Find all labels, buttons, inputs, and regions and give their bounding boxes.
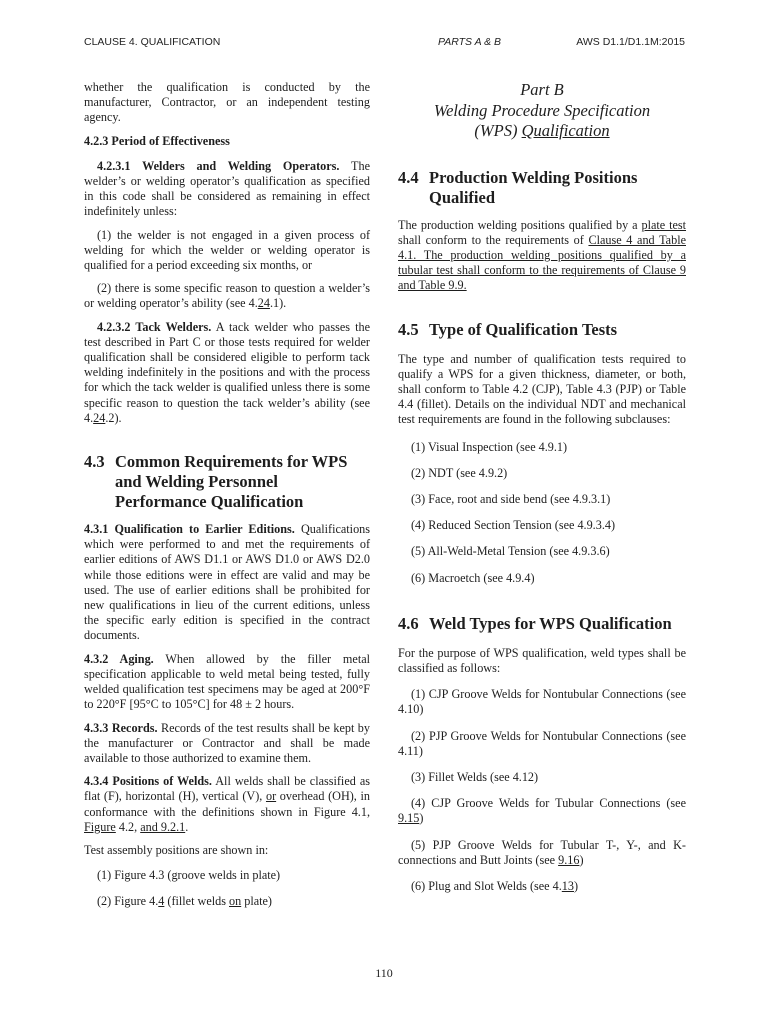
heading-4-6-number: 4.6 — [398, 613, 419, 633]
section-4-3-1 — [84, 522, 370, 644]
part-b-qualification: Qualification — [521, 121, 610, 140]
weld-type-4-end: ) — [419, 811, 424, 826]
section-4-4-body — [398, 218, 686, 294]
section-4-5-body: The type and number of qualification tests required to qualify a WPS for a given thickness, diameter, or both, shall conform to Table 4.2 (CJP), Table 4.3 (PJP) or Table 4.4 (fillet). Details on the individual NDT and mechanical test requirements are found in the following subclauses: — [398, 351, 686, 427]
section-4-2-3-1-body: The welder’s or welding operator’s qualification as specified in this code shall be considered as remaining in effect indefinitely unless: — [84, 158, 370, 219]
figure-item-2-c: plate) — [241, 894, 272, 909]
figure-item-2-on: on — [229, 894, 242, 909]
weld-type-3: (3) Fillet Welds (see 4.12) — [411, 769, 539, 784]
section-4-3-4-figure: , Figure — [84, 804, 370, 834]
figure-item-2-a: (2) Figure 4. — [97, 894, 159, 909]
section-4-4-plate-test: plate test — [641, 217, 687, 232]
left-column — [84, 80, 370, 921]
heading-4-3 — [84, 452, 370, 512]
section-4-2-3-1-title: 4.2.3.1 Welders and Welding Operators. — [97, 158, 340, 173]
weld-type-4-ref: 9.15 — [398, 811, 420, 826]
intro-paragraph: whether the qualification is conducted by the manufacturer, Contractor, or an independent testing agency. — [84, 80, 370, 125]
section-4-4-a: The production welding positions qualified by a — [398, 217, 642, 232]
heading-4-4 — [398, 168, 686, 208]
section-4-3-1-title: 4.3.1 Qualification to Earlier Editions. — [84, 522, 295, 537]
weld-type-6 — [398, 879, 686, 894]
condition-item-2-end: .1). — [269, 296, 287, 311]
section-4-3-4-body-c: 4.2, — [115, 819, 141, 834]
section-4-2-3-2-title: 4.2.3.2 Tack Welders. — [97, 319, 212, 334]
condition-item-1: (1) the welder is not engaged in a given process of welding for which the welder or welding operator is qualified for a period exceeding six months, or — [84, 227, 370, 273]
section-4-3-1-body: Qualifications which were performed to and met the requirements of earlier editions of AWS D1.1 or AWS D1.0 or AWS D2.0 while those editions were in effect are valid and may be used. The use of earlier editions shall be prohibited for new qualifications in lieu of the current editions, unless the specific early edition is specified in the contract documents. — [84, 522, 370, 643]
section-4-3-3-title: 4.3.3 Records. — [84, 720, 158, 735]
heading-4-5-number: 4.5 — [398, 319, 419, 339]
section-4-2-3-1 — [84, 159, 370, 220]
section-4-4-clause-ref: Clause 4 and Table 4.1. The production welding positions qualified by a tubular test shall conform to the requirements of Clause 9 and Table 9.9. — [398, 232, 686, 293]
header-standard: AWS D1.1/D1.1M:2015 — [576, 36, 685, 48]
list-item: (1) Visual Inspection (see 4.9.1) — [411, 439, 568, 454]
section-4-3-4-body-a: All welds shall be classified as flat (F), horizontal (H), vertical (V), — [84, 774, 370, 804]
heading-4-4-number: 4.4 — [398, 167, 419, 187]
list-item: (4) Reduced Section Tension (see 4.9.3.4) — [411, 518, 616, 533]
weld-type-5-text: (5) PJP Groove Welds for Tubular T-, Y-, and K-connections and Butt Joints (see — [398, 837, 686, 867]
header-clause: CLAUSE 4. QUALIFICATION — [84, 36, 221, 48]
heading-4-6 — [398, 614, 686, 634]
page-header — [84, 36, 685, 50]
section-4-3-3-body: Records of the test results shall be kept by the manufacturer or Contractor and shall be made available to those authorized to examine them. — [84, 720, 370, 765]
section-4-2-3-2 — [84, 320, 370, 426]
list-item: (5) All-Weld-Metal Tension (see 4.9.3.6) — [411, 544, 610, 559]
heading-4-3-number: 4.3 — [84, 452, 105, 472]
weld-type-1: (1) CJP Groove Welds for Nontubular Connections (see 4.10) — [398, 687, 686, 717]
list-item: (3) Face, root and side bend (see 4.9.3.1) — [411, 491, 611, 506]
part-b-title — [398, 80, 686, 142]
section-4-3-4-body-b: overhead (OH), in conformance with the definitions shown in Figure 4.1 — [84, 789, 370, 819]
section-4-3-2 — [84, 652, 370, 713]
section-4-2-3-2-body: A tack welder who passes the test described in Part C or those tests required for welder qualification shall be considered eligible to perform tack welding indefinitely in the positions and with the process for which the tack welder is qualified unless there is some specific reason to question the tack welder’s ability (see 4. — [84, 319, 370, 425]
section-4-3-4-or: or — [265, 789, 277, 804]
weld-type-5-ref: 9.16 — [558, 852, 580, 867]
part-b-wps: (WPS) — [474, 121, 522, 140]
part-b-subtitle-2 — [398, 121, 686, 142]
weld-type-5-end: ) — [579, 852, 584, 867]
section-4-3-2-title: 4.3.2 Aging. — [84, 651, 154, 666]
condition-item-2-ref: 24 — [257, 296, 270, 311]
figure-item-2-ref: 4 — [158, 894, 165, 909]
page-number: 110 — [375, 966, 393, 980]
list-item: (6) Macroetch (see 4.9.4) — [411, 570, 535, 585]
section-4-3-4-end: . — [185, 819, 189, 834]
condition-item-2 — [84, 281, 370, 311]
weld-type-6-ref: 13 — [561, 878, 574, 893]
weld-type-6-text: (6) Plug and Slot Welds (see 4. — [411, 878, 562, 893]
right-column — [398, 80, 686, 905]
weld-type-5 — [398, 838, 686, 868]
section-4-4-b: shall conform to the requirements of — [398, 232, 589, 247]
weld-type-6-end: ) — [573, 878, 579, 893]
figure-item-2-b: (fillet welds — [164, 894, 230, 909]
header-parts: PARTS A & B — [438, 36, 502, 48]
heading-4-3-text: Common Requirements for WPS and Welding Personnel Performance Qualification — [115, 452, 348, 512]
heading-4-6-text: Weld Types for WPS Qualification — [429, 613, 672, 633]
section-4-3-4 — [84, 774, 370, 835]
weld-type-4 — [398, 796, 686, 826]
part-b-subtitle: Welding Procedure Specification — [433, 100, 651, 120]
section-4-2-3-title: 4.2.3 Period of Effectiveness — [84, 133, 230, 148]
figure-item-2 — [84, 894, 370, 909]
test-list — [398, 440, 686, 586]
test-assembly-intro: Test assembly positions are shown in: — [84, 842, 269, 857]
section-4-6-body: For the purpose of WPS qualification, weld types shall be classified as follows: — [398, 645, 686, 675]
section-4-3-4-title: 4.3.4 Positions of Welds. — [84, 774, 212, 789]
section-4-2-3-2-ref: 24 — [93, 410, 106, 425]
heading-4-4-text: Production Welding Positions Qualified — [429, 167, 638, 207]
part-b-label: Part B — [520, 80, 564, 99]
section-4-2-3-2-end: .2). — [105, 410, 122, 425]
section-4-3-2-body: When allowed by the filler metal specification applicable to weld metal being tested, fully welded qualification test specimens may be aged at 200°F to 220°F [95°C to 105°C] for 48 ± 2 hours. — [84, 651, 370, 712]
list-item: (2) NDT (see 4.9.2) — [411, 465, 508, 480]
condition-item-2-text: (2) there is some specific reason to question a welder’s or welding operator’s ability (see 4. — [84, 281, 370, 311]
weld-type-2: (2) PJP Groove Welds for Nontubular Connections (see 4.11) — [398, 728, 686, 758]
heading-4-5-text: Type of Qualification Tests — [429, 319, 618, 339]
weld-type-4-text: (4) CJP Groove Welds for Tubular Connections (see — [411, 796, 686, 811]
figure-item-1: (1) Figure 4.3 (groove welds in plate) — [97, 868, 281, 883]
heading-4-5 — [398, 320, 686, 340]
section-4-3-3 — [84, 721, 370, 767]
section-4-3-4-ref: and 9.2.1 — [140, 819, 186, 834]
